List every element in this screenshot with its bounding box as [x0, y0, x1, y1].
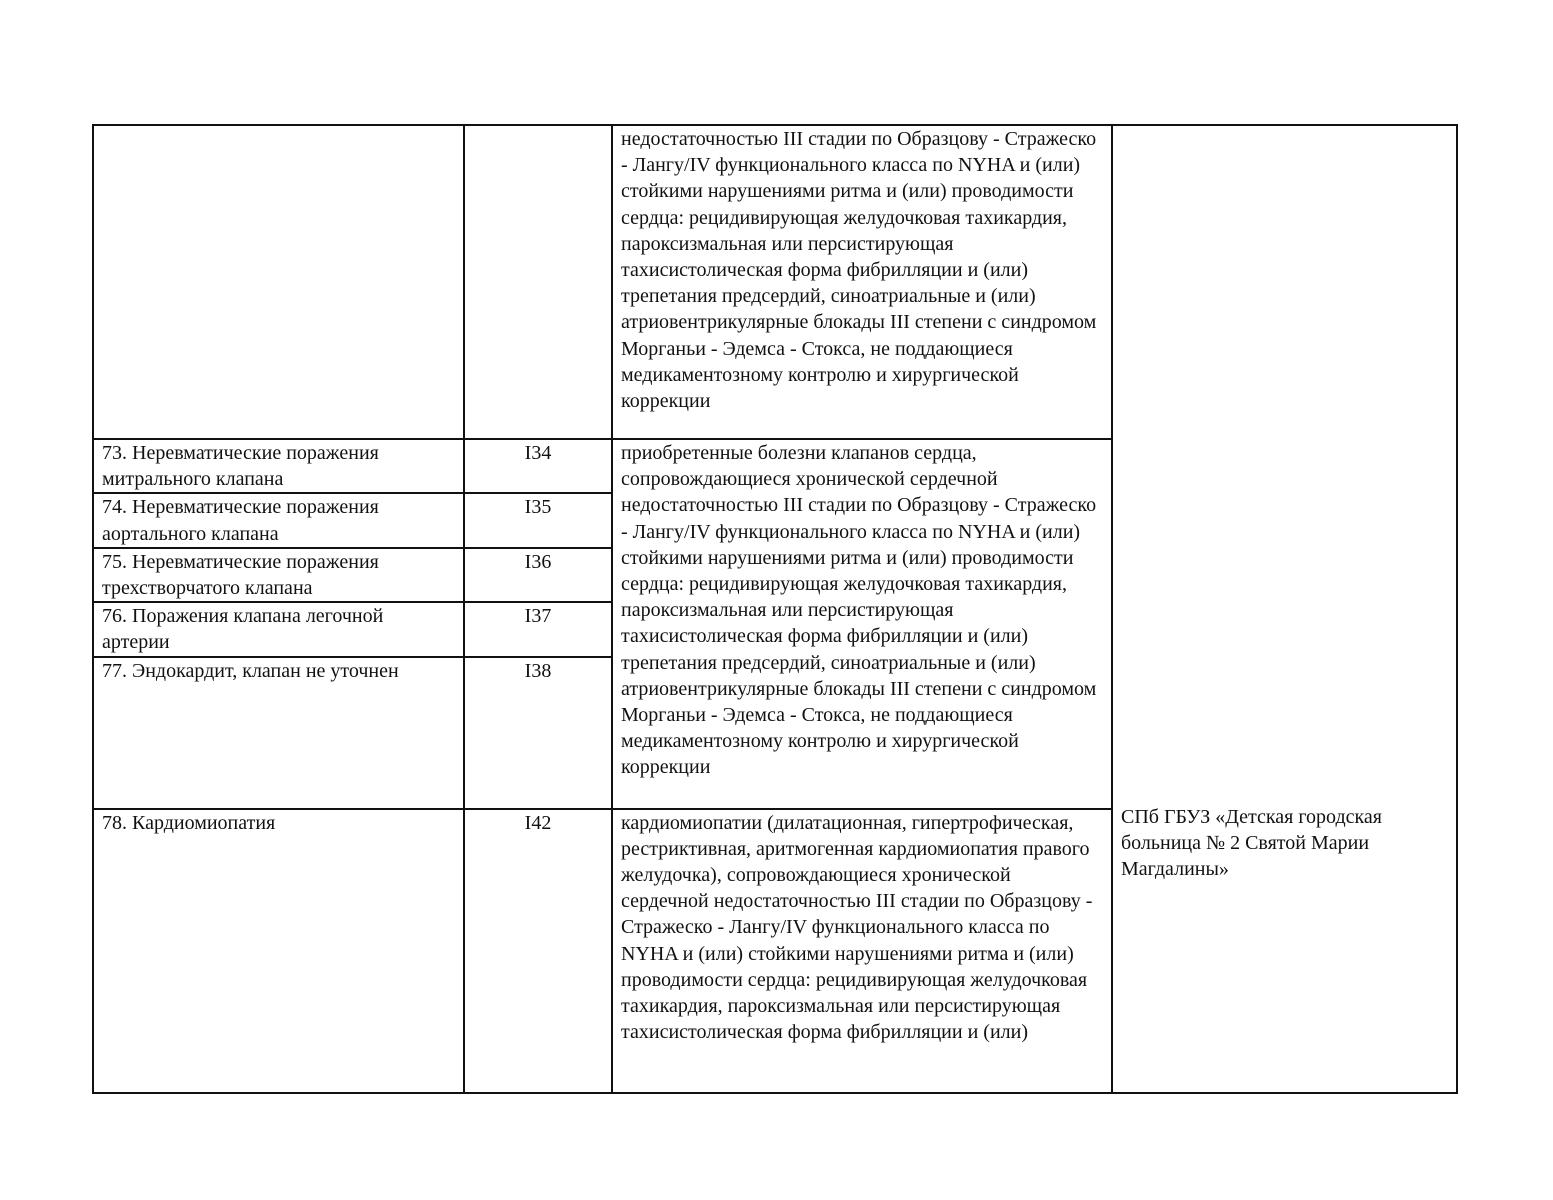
- facility-name: СПб ГБУЗ «Детская городская больница № 2 Святой Марии Магдалины»: [1121, 806, 1383, 881]
- facility-cell: [1112, 125, 1457, 1093]
- diagnosis-cell: 74. Неревматические поражения аортального клапана: [93, 493, 464, 547]
- diagnosis-cell: 77. Эндокардит, клапан не уточнен: [93, 657, 464, 809]
- icd-code-cell: I34: [464, 439, 612, 493]
- indications-text: приобретенные болезни клапанов сердца, сопровождающиеся хронической сердечной недостаточностью III стадии по Образцову - Стражеско - Лангу/IV функционального класса по NYHA и (или) стойкими нарушениями ритма и (или) проводимости сердца: рецидивирующая желудочковая тахикардия, пароксизмальная или персистирующая тахисистолическая форма фибрилляции и (или) трепетания предсердий, синоатриальные и (или) атриовентрикулярные блокады III степени с синдромом Морганьи - Эдемса - Стокса, не поддающиеся медикаментозному контролю и хирургической коррекции: [621, 442, 1097, 779]
- icd-code-cell: I42: [464, 809, 612, 1093]
- indications-cell: [612, 439, 1112, 809]
- table-row: [93, 125, 1457, 439]
- icd-code-cell: I38: [464, 657, 612, 809]
- diagnosis-cell-empty: [93, 125, 464, 439]
- icd-code-cell: I37: [464, 602, 612, 656]
- code-cell-empty: [464, 125, 612, 439]
- diagnosis-cell: 78. Кардиомиопатия: [93, 809, 464, 1093]
- diagnosis-cell: 75. Неревматические поражения трехстворчатого клапана: [93, 548, 464, 602]
- icd-code-cell: I36: [464, 548, 612, 602]
- diagnosis-cell: 73. Неревматические поражения митрального клапана: [93, 439, 464, 493]
- continuation-indications-cell: [612, 125, 1112, 439]
- icd-code-cell: I35: [464, 493, 612, 547]
- indications-cell: [612, 809, 1112, 1093]
- cardiomyopathy-indications-text: кардиомиопатии (дилатационная, гипертрофическая, рестриктивная, аритмогенная кардиомиопатия правого желудочка), сопровождающиеся хронической сердечной недостаточностью III стадии по Образцову - Стражеско - Лангу/IV функционального класса по NYHA и (или) стойкими нарушениями ритма и (или) проводимости сердца: рецидивирующая желудочковая тахикардия, пароксизмальная или персистирующая тахисистолическая форма фибрилляции и (или): [621, 811, 1093, 1044]
- medical-indications-table: [92, 124, 1458, 1094]
- diagnosis-cell: 76. Поражения клапана легочной артерии: [93, 602, 464, 656]
- continuation-text: недостаточностью III стадии по Образцову - Стражеско - Лангу/IV функционального класса по NYHA и (или) стойкими нарушениями ритма и (или) проводимости сердца: рецидивирующая желудочковая тахикардия, пароксизмальная или персистирующая тахисистолическая форма фибрилляции и (или) трепетания предсердий, синоатриальные и (или) атриовентрикулярные блокады III степени с синдромом Морганьи - Эдемса - Стокса, не поддающиеся медикаментозному контролю и хирургической коррекции: [621, 128, 1097, 413]
